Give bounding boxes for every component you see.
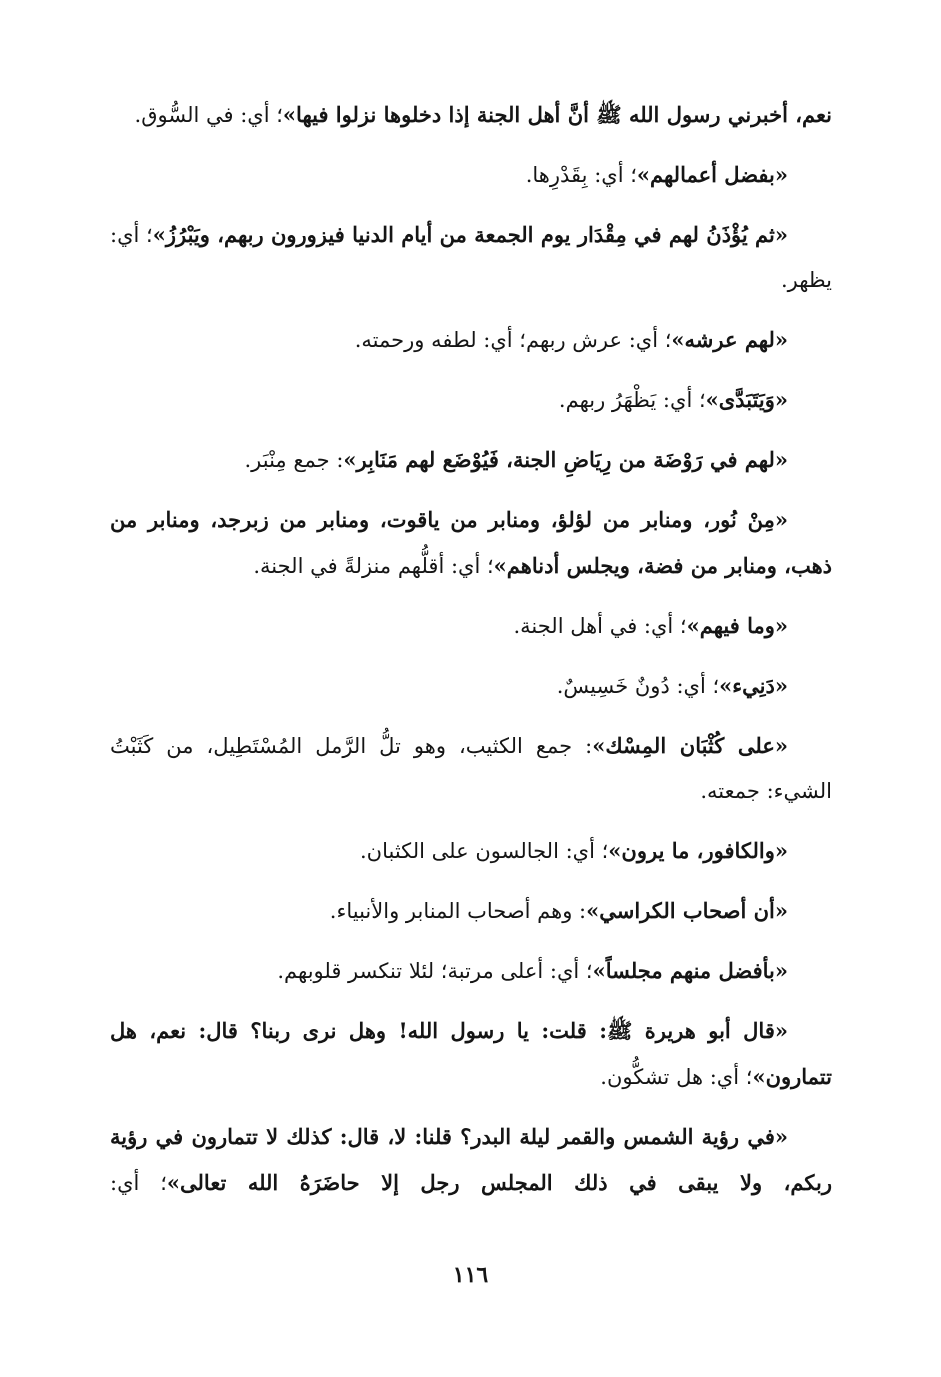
commentary-text: ؛ أي: يظهر. (110, 223, 832, 292)
quoted-text: «وما فيهم» (686, 613, 788, 638)
paragraph-4 (110, 317, 832, 363)
paragraph-8 (110, 603, 832, 649)
paragraph-2 (110, 152, 832, 198)
quoted-text: «دَنِيء» (719, 673, 788, 698)
paragraph-3 (110, 212, 832, 303)
commentary-text: ؛ أي: في السُّوق. (134, 103, 283, 127)
commentary-text: : جمع مِنْبَر. (244, 448, 344, 472)
paragraph-7 (110, 497, 832, 589)
body-text (110, 92, 832, 1220)
commentary-text: : جمع الكثيب، وهو تلُّ الرَّمل المُسْتَطِيل، من كَثَبْتُ الشيء: جمعته. (110, 734, 832, 803)
paragraph-5 (110, 377, 832, 423)
commentary-text: ؛ أي: أعلى مرتبة؛ لئلا تنكسر قلوبهم. (277, 959, 593, 983)
quoted-text: «على كُثْبَان المِسْك» (592, 733, 789, 758)
quoted-text: «والكافور، ما يرون» (608, 838, 788, 863)
paragraph-15 (110, 1114, 832, 1206)
quoted-text: «أن أصحاب الكراسي» (586, 898, 788, 923)
commentary-text: : وهم أصحاب المنابر والأنبياء. (329, 899, 587, 923)
paragraph-12 (110, 888, 832, 934)
paragraph-6 (110, 437, 832, 483)
commentary-text: ؛ أي: دُونٌ خَسِيسٌ. (556, 674, 720, 698)
quoted-text: «لهم عرشه» (671, 327, 788, 352)
quoted-text: «وَيَتَبَدَّى» (705, 387, 788, 412)
paragraph-10 (110, 723, 832, 814)
commentary-text: ؛ أي: عرش ربهم؛ أي: لطفه ورحمته. (354, 328, 672, 352)
page-number: ١١٦ (452, 1262, 489, 1288)
quoted-text: «لهم في رَوْضَة من رِيَاضِ الجنة، فَيُوْضَع لهم مَنَابِر» (343, 447, 788, 472)
commentary-text: ؛ أي: الجالسون على الكثبان. (359, 839, 609, 863)
quoted-text: «بفضل أعمالهم» (636, 162, 788, 187)
quoted-text: «بأفضل منهم مجلساً» (592, 958, 788, 983)
commentary-text: ؛ أي: بِقَدْرِها. (525, 163, 637, 187)
paragraph-11 (110, 828, 832, 874)
paragraph-9 (110, 663, 832, 709)
commentary-text: ؛ أي: أقلُّهم منزلةً في الجنة. (253, 554, 494, 578)
commentary-text: ؛ أي: في أهل الجنة. (513, 614, 687, 638)
quoted-text: نعم، أخبرني رسول الله ﷺ أنَّ أهل الجنة إذا دخلوها نزلوا فيها» (282, 102, 832, 127)
paragraph-1 (110, 92, 832, 138)
commentary-text: ؛ أي: يَظْهَرُ ربهم. (558, 388, 706, 412)
paragraph-14 (110, 1008, 832, 1100)
commentary-text: ؛ أي: هل تشكُّون. (600, 1065, 753, 1089)
paragraph-13 (110, 948, 832, 994)
quoted-text: «قال أبو هريرة ﷺ: قلت: يا رسول الله! وهل نرى ربنا؟ قال: نعم، هل تتمارون» (110, 1018, 832, 1089)
quoted-text: «ثم يُؤْذَنُ لهم في مِقْدَار يوم الجمعة من أيام الدنيا فيزورون ربهم، ويَبْرُزُ» (152, 222, 788, 247)
quoted-text: «في رؤية الشمس والقمر ليلة البدر؟ قلنا: لا، قال: كذلك لا تتمارون في رؤية ربكم، ولا يبقى في ذلك المجلس رجل إلا حاضَرَهُ الله تعالى» (110, 1124, 832, 1195)
quoted-text: «مِنْ نُور، ومنابر من لؤلؤ، ومنابر من ياقوت، ومنابر من زبرجد، ومنابر من ذهب، ومنابر من فضة، ويجلس أدناهم» (110, 507, 832, 578)
commentary-text: ؛ أي: (110, 1171, 167, 1195)
